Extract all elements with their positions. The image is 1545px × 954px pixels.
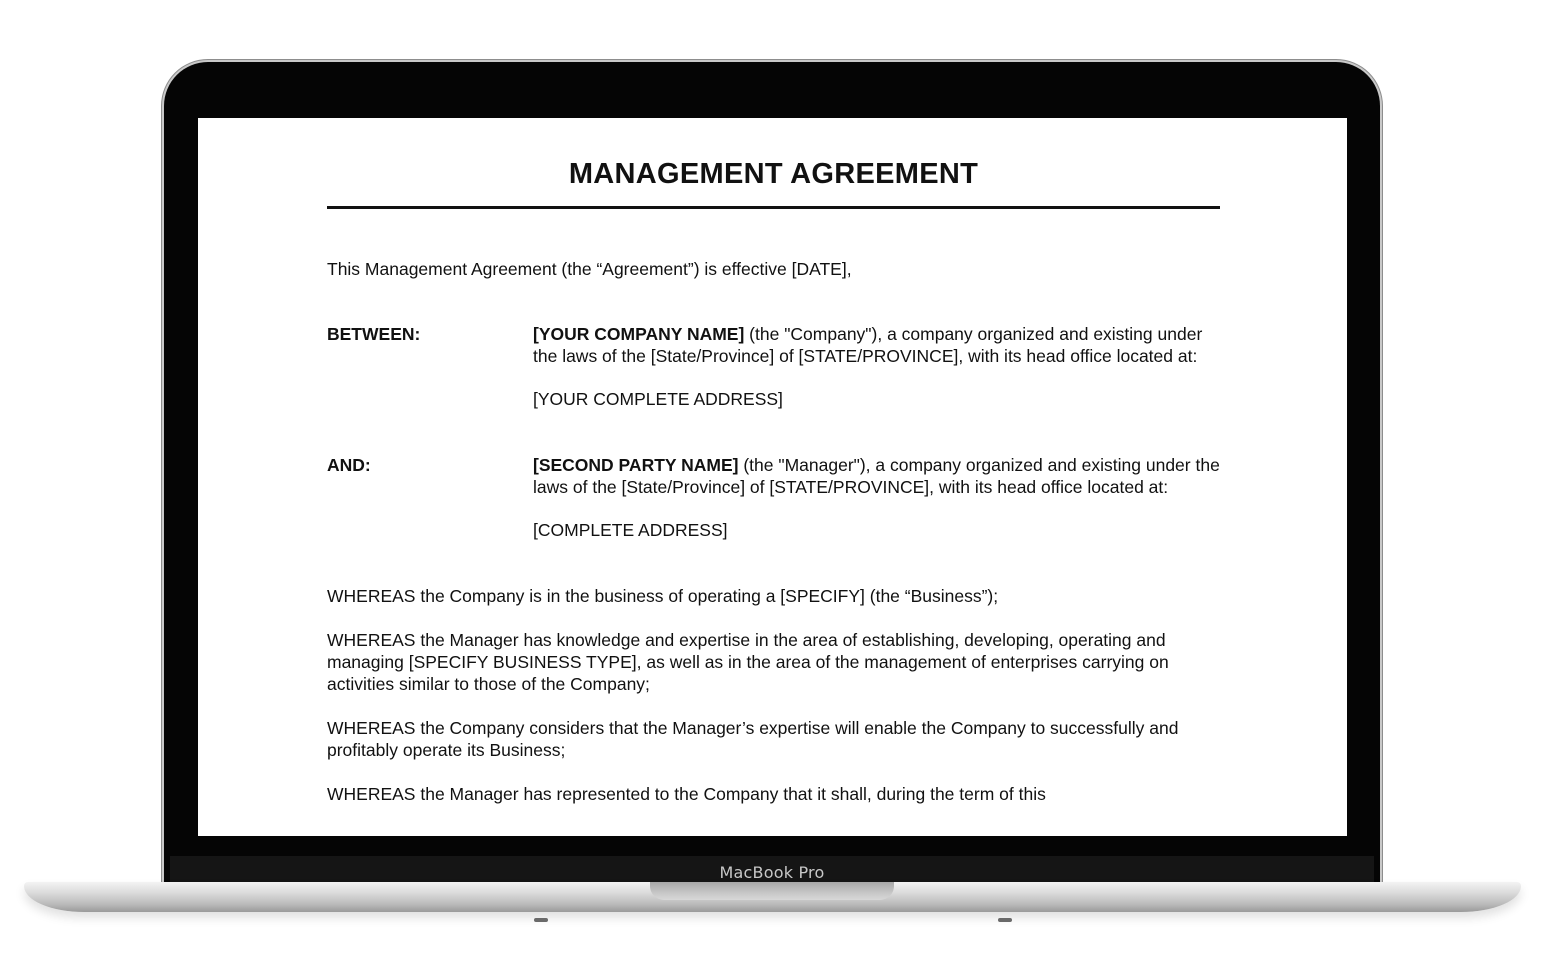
party-address: [COMPLETE ADDRESS]: [533, 520, 728, 540]
whereas-clause: WHEREAS the Manager has represented to the Company that it shall, during the term of this: [327, 784, 1046, 804]
party-label: AND:: [327, 455, 371, 475]
document-page: [327, 118, 1220, 805]
brand-label: MacBook Pro: [719, 862, 825, 882]
party-description-text: (the "Company"), a company organized and existing under the laws of the [State/Province] of [STATE/PROVINCE], with its head office located at:: [533, 324, 1203, 366]
laptop-opening-notch: [650, 882, 894, 900]
party-address: [YOUR COMPLETE ADDRESS]: [533, 389, 783, 409]
laptop-foot: [534, 918, 548, 922]
party-between: [327, 323, 1220, 410]
party-description: [533, 454, 1220, 498]
laptop-screen: [198, 118, 1347, 836]
intro-paragraph: This Management Agreement (the “Agreement”) is effective [DATE],: [327, 259, 852, 279]
title-divider: [327, 206, 1220, 209]
whereas-clause: WHEREAS the Manager has knowledge and expertise in the area of establishing, developing, operating and managing [SPECIFY BUSINESS TYPE], as well as in the area of the management of enterprises carrying on activities similar to those of the Company;: [327, 630, 1169, 694]
whereas-clause: WHEREAS the Company considers that the Manager’s expertise will enable the Company to successfully and profitably operate its Business;: [327, 718, 1179, 760]
party-details: [533, 323, 1220, 410]
party-label: BETWEEN:: [327, 324, 421, 344]
whereas-clause: WHEREAS the Company is in the business of operating a [SPECIFY] (the “Business”);: [327, 586, 999, 606]
party-name: [YOUR COMPANY NAME]: [533, 324, 745, 344]
party-description-text: (the "Manager"), a company organized and existing under the laws of the [State/Province] of [STATE/PROVINCE], with its head office located at:: [533, 455, 1220, 497]
party-description: [533, 323, 1220, 367]
laptop-foot: [998, 918, 1012, 922]
party-name: [SECOND PARTY NAME]: [533, 455, 739, 475]
party-details: [533, 454, 1220, 541]
party-and: [327, 454, 1220, 541]
document-title: MANAGEMENT AGREEMENT: [568, 158, 979, 190]
